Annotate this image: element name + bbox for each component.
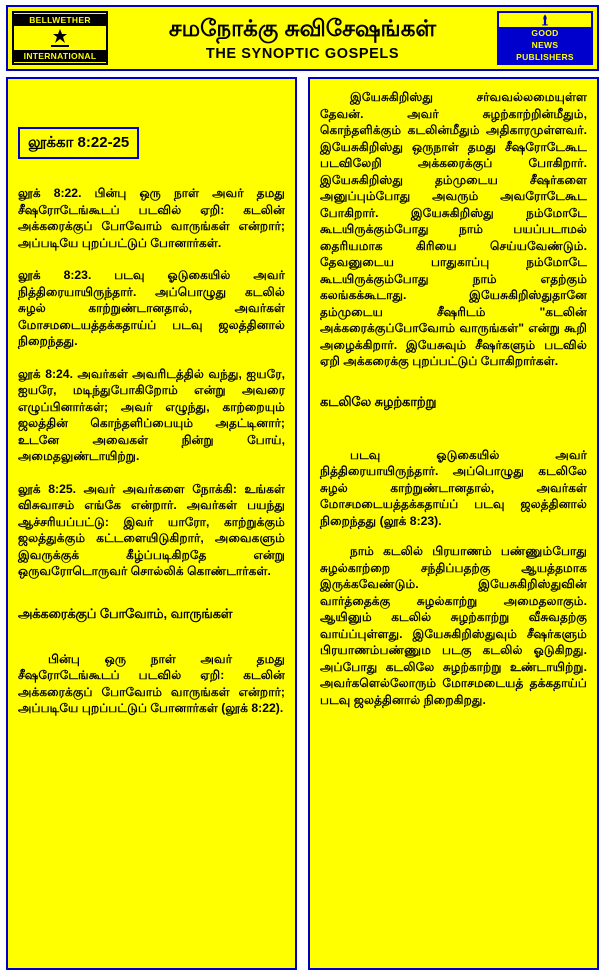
spacer <box>18 596 285 606</box>
logo-line-good: GOOD <box>499 27 591 39</box>
right-section-heading: கடலிலே சுழற்காற்று <box>320 393 437 409</box>
scripture-reference: லூக்கா 8:22-25 <box>28 134 130 151</box>
page-title-tamil: சமநோக்கு சுவிசேஷங்கள் <box>168 15 437 41</box>
lamp-icon <box>47 27 73 49</box>
verse-paragraph: லூக் 8:23. படவு ஓடுகையில் அவர் நித்திரையாயிருந்தார். அப்பொழுது கடலில் சுழல் காற்றுண்டானதால், அவர்கள் மோசமடையத்தக்கதாய்ப் படவு ஜலத்தினால் நிறைந்தது. <box>18 268 285 348</box>
verse-paragraph: லூக் 8:24. அவர்கள் அவரிடத்தில் வந்து, ஐயரே, ஐயரே, மடிந்துபோகிறோம் என்று அவரை எழுப்பினார்கள்; அவர் எழுந்து, காற்றையும் ஜலத்தின் கொந்தளிப்பையும் அதட்டினார்; உடனே அவைகள் நின்று போய், அமைதலுண்டாயிற்று. <box>18 366 285 463</box>
logo-line-news: NEWS <box>499 39 591 51</box>
right-closing-paragraph: நாம் கடலில் பிரயாணம் பண்ணும்போது சுழல்காற்றை சந்திப்பதற்கு ஆயத்தமாக இருக்கவேண்டும். இயேசுகிறிஸ்துவின் வார்த்தைக்கு சுழல்காற்று அமைதலாகும். ஆயினும் கடலில் சுழற்காற்று வீசுவதற்கு வாய்ப்புள்ளது. இயேசுகிறிஸ்துவும் சீஷர்களும் பிரயாணம்பண்ணும படகு கடலில் ஓடுகிறது. அப்போது கடலிலே சுழற்காற்று உண்டாயிற்று. அவர்களெல்லோரும் மோசமடையத் தக்கதாய்ப் படவு ஜலத்தினால் நிறைகிறது. <box>320 544 587 707</box>
scripture-reference-box <box>18 127 139 159</box>
header-title-group <box>112 7 493 69</box>
left-closing-paragraph: பின்பு ஒரு நாள் அவர் தமது சீஷரோடேங்கூடப் படவில் ஏறி: கடலின் அக்கரைக்குப் போவோம் வாருங்கள் என்றார்; அப்படியே புறப்பட்டுப் போனார்கள் (லூக் 8:22). <box>18 651 285 715</box>
page-title-english: THE SYNOPTIC GOSPELS <box>205 46 400 62</box>
good-news-publishers-logo <box>497 11 593 65</box>
verse-paragraph: லூக் 8:25. அவர் அவர்களை நோக்கி: உங்கள் விசுவாசம் எங்கே என்றார். அவர்கள் பயந்து ஆச்சரியப்பட்டு: இவர் யாரோ, காற்றுக்கும் ஜலத்துக்கும் கட்டளையிடுகிறார், அவைகளும் இவருக்குக் கீழ்ப்படிகிறதே என்று ஒருவரோடொருவர் சொல்லிக் கொண்டார்கள். <box>18 481 285 578</box>
spacer <box>320 429 587 447</box>
logo-top-band: BELLWETHER <box>14 14 106 26</box>
logo-bottom-band: INTERNATIONAL <box>14 50 106 62</box>
bellwether-international-logo <box>12 11 108 65</box>
spacer <box>18 641 285 651</box>
commentary-paragraph: இயேசுகிறிஸ்து சர்வவல்லமையுள்ள தேவன். அவர் சுழற்காற்றின்மீதும், கொந்தளிக்கும் கடலின்மீதும் அதிகாரமுள்ளவர். இயேசுகிறிஸ்து ஒருநாள் தமது சீஷரோடேகூட படவிலேறி அக்கரைக்குப் போகிறார். இயேசுகிறிஸ்து தம்முடைய சீஷர்களை அனுப்பும்போது அவரும் அவரோடேகூட போகிறார். இயேசுகிறிஸ்து நம்மோடே கூடயிருக்கும்போது நாம் பயப்படாமல் தைரியமாக கிரியை செய்யவேண்டும். தேவனுடைய பாதுகாப்பு நம்மோடே கூடயிருக்கும்போது நாம் எதற்கும் கலங்கக்கூடாது. இயேசுகிறிஸ்துதானே தம்முடைய சீஷரிடம் "கடலின் அக்கரைக்குப்போவோம் வாருங்கள்" என்று கூறி அழைக்கிறார். இயேசுவும் சீஷர்களும் படவில் ஏறி அக்கரைக்கு புறப்பட்டுப் போகிறார்கள். <box>320 90 587 368</box>
spacer <box>320 384 587 394</box>
right-text-column <box>308 77 599 970</box>
quoted-verse-paragraph: படவு ஓடுகையில் அவர் நித்திரையாயிருந்தார். அப்பொழுது கடலிலே சுழல் காற்றுண்டானதால், அவர்கள் மோசமடையத்தக்கதாய்ப் படவு ஜலத்தினால் நிறைந்தது (லூக் 8:23). <box>320 447 587 528</box>
logo-line-publishers: PUBLISHERS <box>499 51 591 63</box>
document-header <box>6 5 599 71</box>
left-section-heading: அக்கரைக்குப் போவோம், வாருங்கள் <box>18 605 233 621</box>
torch-icon <box>532 14 558 26</box>
verse-paragraph: லூக் 8:22. பின்பு ஒரு நாள் அவர் தமது சீஷரோடேங்கூடப் படவில் ஏறி: கடலின் அக்கரைக்குப் போவோம் வாருங்கள் என்றார்; அப்படியே புறப்பட்டுப் போனார்கள். <box>18 186 285 250</box>
left-text-column <box>6 77 297 970</box>
